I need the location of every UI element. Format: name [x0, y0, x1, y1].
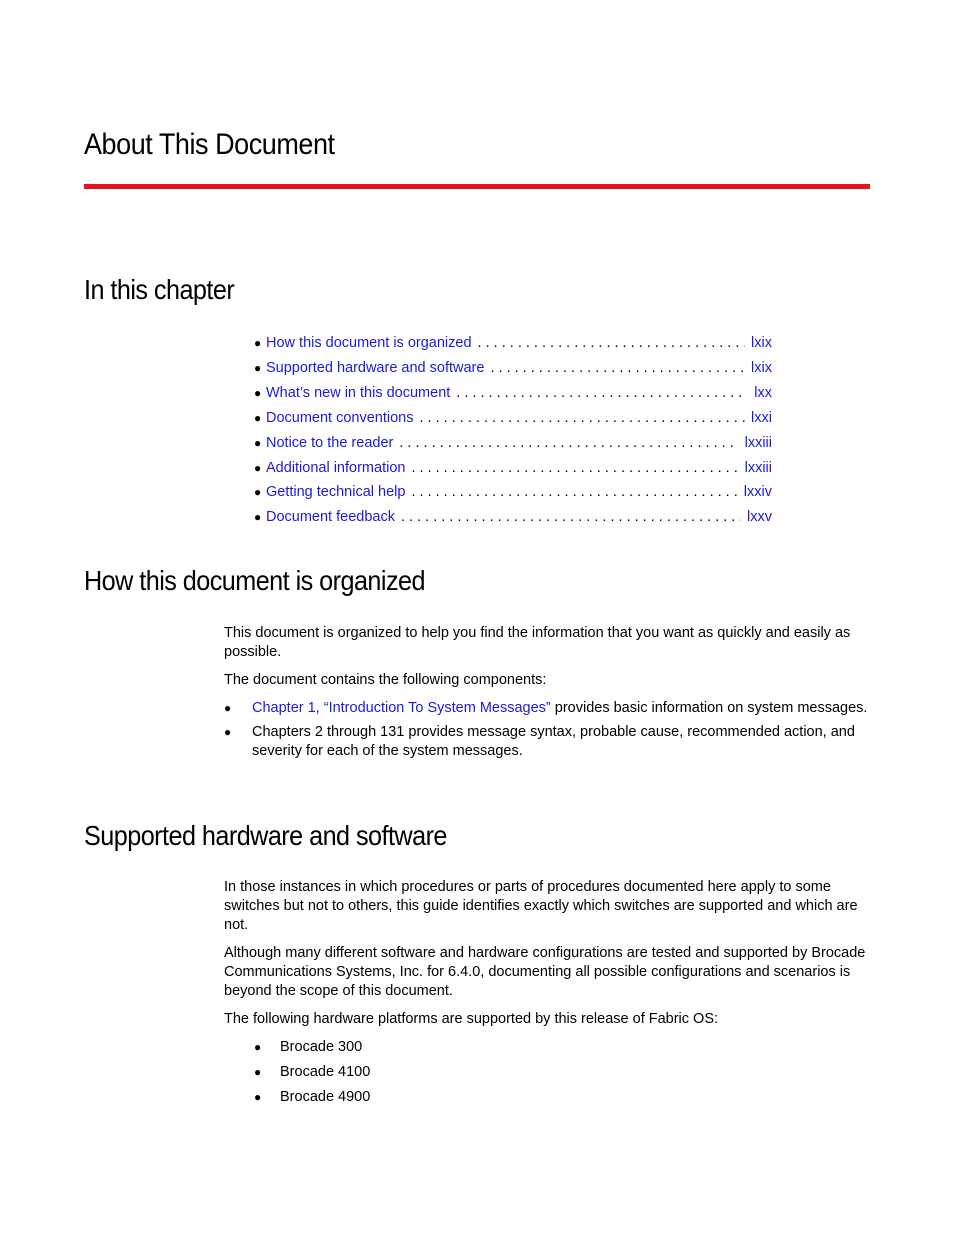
bullet-icon: ●: [224, 701, 232, 715]
list-item: [224, 1063, 870, 1088]
toc-page[interactable]: lxix: [751, 335, 772, 351]
list-item: [224, 1038, 870, 1063]
components-list: [224, 699, 870, 761]
platform-name: Brocade 300: [280, 1039, 363, 1055]
toc-item[interactable]: [254, 505, 772, 530]
chapter-toc: [254, 331, 772, 530]
platform-name: Brocade 4100: [280, 1064, 371, 1080]
toc-link[interactable]: Supported hardware and software: [266, 359, 485, 376]
bullet-icon: ●: [254, 1090, 262, 1104]
toc-item[interactable]: [254, 381, 772, 406]
toc-item[interactable]: [254, 480, 772, 505]
toc-page[interactable]: lxxiii: [744, 434, 772, 451]
bullet-text: provides basic information on system messages.: [550, 700, 868, 716]
toc-page[interactable]: lxxiii: [744, 459, 772, 476]
toc-page[interactable]: lxix: [751, 359, 772, 376]
bullet-text: Chapters 2 through 131 provides message syntax, probable cause, recommended action, and severity for each of the system messages.: [252, 724, 855, 759]
toc-link[interactable]: Document conventions: [266, 409, 414, 426]
chapter-title: About This Document: [84, 128, 335, 161]
toc-link[interactable]: Additional information: [266, 459, 406, 476]
heading-how-organized: How this document is organized: [84, 565, 425, 596]
toc-page[interactable]: lxxi: [751, 409, 772, 426]
toc-item[interactable]: [254, 331, 772, 356]
toc-page[interactable]: lxx: [754, 384, 772, 401]
list-item: [224, 1088, 870, 1113]
bullet-icon: ●: [254, 410, 262, 425]
toc-page[interactable]: lxxiv: [743, 484, 772, 501]
heading-supported: Supported hardware and software: [84, 820, 447, 851]
organized-paragraph-1: This document is organized to help you find the information that you want as quickly and easily as possible.: [224, 625, 851, 660]
toc-item[interactable]: [254, 431, 772, 456]
bullet-icon: ●: [254, 485, 262, 500]
toc-leader: [456, 381, 746, 406]
bullet-icon: ●: [254, 336, 262, 350]
chapter-1-link[interactable]: Chapter 1, “Introduction To System Messages”: [252, 700, 551, 716]
bullet-icon: ●: [254, 460, 262, 475]
toc-link[interactable]: Document feedback: [266, 509, 395, 526]
bullet-icon: ●: [254, 510, 262, 525]
toc-leader: [401, 505, 741, 530]
supported-paragraph-1: In those instances in which procedures or parts of procedures documented here apply to some switches but not to others, this guide identifies exactly which switches are supported and which are not.: [224, 879, 858, 933]
toc-link[interactable]: How this document is organized: [266, 335, 472, 351]
platform-list: [224, 1038, 870, 1113]
supported-body: [224, 878, 870, 1113]
toc-item[interactable]: [254, 406, 772, 431]
platform-name: Brocade 4900: [280, 1089, 371, 1105]
list-item: [224, 699, 870, 718]
toc-item[interactable]: [254, 456, 772, 481]
toc-link[interactable]: Notice to the reader: [266, 434, 394, 451]
toc-leader: [411, 456, 738, 481]
toc-link[interactable]: Getting technical help: [266, 484, 406, 501]
toc-leader: [420, 406, 746, 431]
toc-leader: [478, 331, 746, 356]
organized-body: [224, 624, 870, 766]
toc-page[interactable]: lxxv: [747, 509, 772, 526]
toc-item[interactable]: [254, 356, 772, 381]
list-item: [224, 723, 870, 761]
bullet-icon: ●: [254, 435, 262, 450]
chapter-title-rule: [84, 184, 870, 189]
toc-leader: [411, 480, 737, 505]
bullet-icon: ●: [224, 725, 232, 739]
bullet-icon: ●: [254, 1040, 262, 1054]
bullet-icon: ●: [254, 360, 262, 375]
supported-paragraph-2: Although many different software and hardware configurations are tested and supported by Brocade Communications Systems, Inc. for 6.4.0, documenting all possible configurations and scenarios is beyond the scope of this document.: [224, 945, 866, 999]
bullet-icon: ●: [254, 1065, 262, 1079]
heading-in-this-chapter: In this chapter: [84, 274, 235, 305]
toc-leader: [490, 356, 745, 381]
bullet-icon: ●: [254, 385, 262, 400]
organized-paragraph-2: The document contains the following components:: [224, 672, 547, 688]
toc-leader: [399, 431, 738, 456]
supported-paragraph-3: The following hardware platforms are supported by this release of Fabric OS:: [224, 1011, 719, 1027]
toc-link[interactable]: What’s new in this document: [266, 384, 451, 401]
